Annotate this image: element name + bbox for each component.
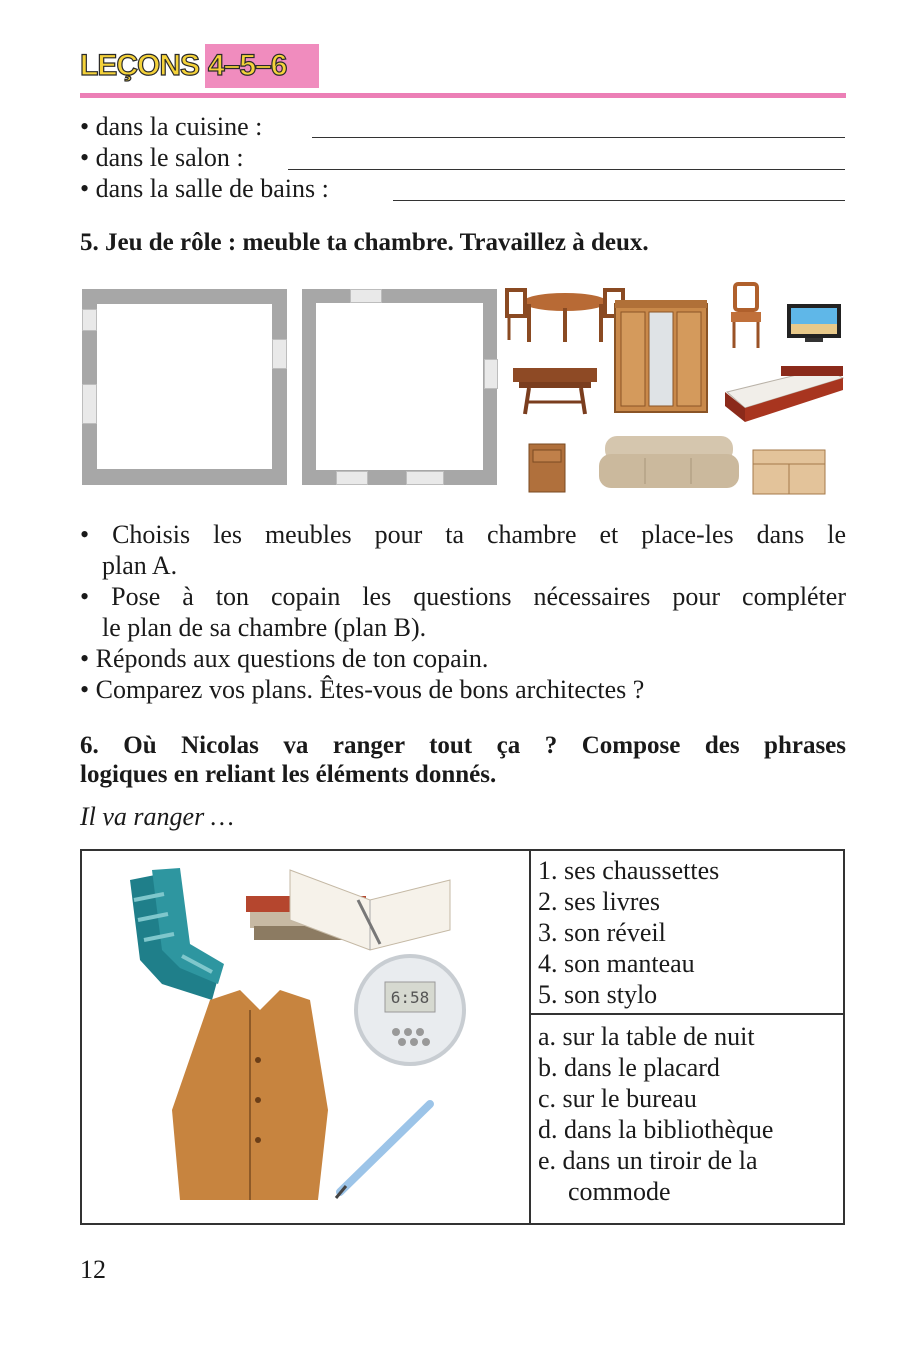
room-plan-a <box>82 289 287 485</box>
lessons-numbers: 4–5–6 <box>208 49 287 82</box>
place-b: b. dans le placard <box>538 1053 720 1082</box>
dresser-icon <box>753 450 825 494</box>
item-5: 5. son stylo <box>538 980 658 1009</box>
table-column-divider <box>529 849 531 1225</box>
exercise-6-title-line-1: 6. Où Nicolas va ranger tout ça ? Compose des phrases <box>80 732 846 759</box>
room-plan-b <box>302 289 497 485</box>
wardrobe-icon <box>615 300 707 412</box>
header-divider <box>80 93 846 98</box>
item-3: 3. son réveil <box>538 918 666 947</box>
page-number: 12 <box>80 1255 106 1284</box>
bed-icon <box>725 366 843 422</box>
alarm-clock-icon <box>356 956 464 1064</box>
fill-item-kitchen: • dans la cuisine : <box>80 112 263 141</box>
socks-icon <box>130 868 224 1000</box>
item-1: 1. ses chaussettes <box>538 856 720 885</box>
places-list <box>538 1021 773 1207</box>
bullet-4: • Comparez vos plans. Êtes-vous de bons architectes ? <box>80 675 645 704</box>
sofa-icon <box>599 436 739 488</box>
exercise-5-title: 5. Jeu de rôle : meuble ta chambre. Travaillez à deux. <box>80 229 649 256</box>
bullet-2-line-1: • Pose à ton copain les questions nécessaires pour compléter <box>80 582 846 611</box>
clock-display-text: 6:58 <box>390 988 430 1007</box>
bullet-3: • Réponds aux questions de ton copain. <box>80 644 489 673</box>
bullet-1-line-2: plan A. <box>102 551 178 580</box>
books-icon <box>246 870 450 950</box>
item-4: 4. son manteau <box>538 949 695 978</box>
table-row-divider <box>529 1013 845 1015</box>
fill-line-bathroom[interactable] <box>393 200 845 201</box>
exercise-6-lead: Il va ranger … <box>80 802 234 831</box>
coffee-table-icon <box>513 368 597 414</box>
bullet-2-line-2: le plan de sa chambre (plan B). <box>102 613 427 642</box>
place-e-continued: commode <box>568 1177 671 1206</box>
tv-icon <box>787 304 841 342</box>
chair-icon <box>731 284 761 348</box>
dining-set-icon <box>507 290 623 342</box>
lessons-title: LEÇONS <box>80 49 200 82</box>
pen-icon <box>336 1104 430 1198</box>
exercise-5-instructions <box>80 519 846 705</box>
place-c: c. sur le bureau <box>538 1084 697 1113</box>
coat-icon <box>172 990 328 1200</box>
fill-line-salon[interactable] <box>288 169 845 170</box>
exercise-6-title-line-2: logiques en reliant les éléments donnés. <box>80 761 497 788</box>
items-list <box>538 855 719 1010</box>
nightstand-icon <box>529 444 565 492</box>
place-a: a. sur la table de nuit <box>538 1022 755 1051</box>
fill-line-kitchen[interactable] <box>312 137 845 138</box>
items-pictures <box>100 860 520 1210</box>
place-d: d. dans la bibliothèque <box>538 1115 774 1144</box>
item-2: 2. ses livres <box>538 887 661 916</box>
bullet-1-line-1: • Choisis les meubles pour ta chambre et place-les dans le <box>80 520 846 549</box>
furniture-pictures <box>505 282 845 498</box>
fill-item-bathroom: • dans la salle de bains : <box>80 174 329 203</box>
place-e: e. dans un tiroir de la <box>538 1146 758 1175</box>
fill-item-salon: • dans le salon : <box>80 143 244 172</box>
